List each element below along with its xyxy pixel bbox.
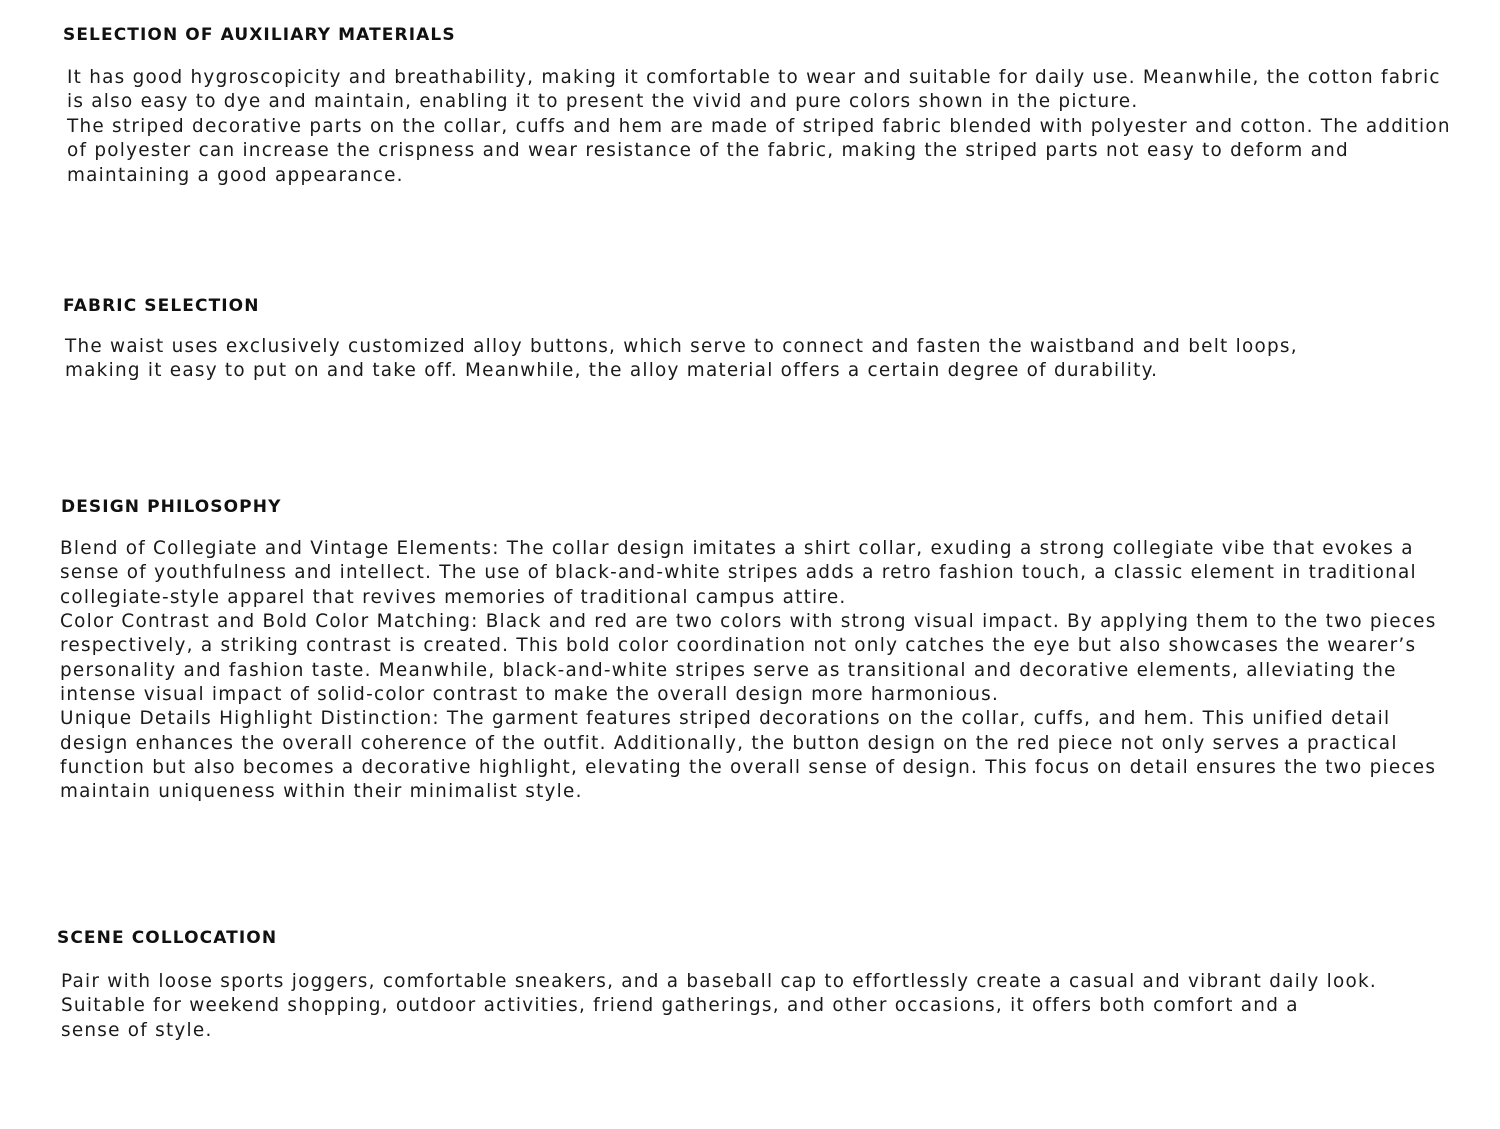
body-line: personality and fashion taste. Meanwhile, black-and-white stripes serve as transitional and decorative elements, alleviating the	[60, 660, 1397, 681]
section-heading: SELECTION OF AUXILIARY MATERIALS	[63, 25, 456, 45]
body-line: Suitable for weekend shopping, outdoor activities, friend gatherings, and other occasions, it offers both comfort and a	[61, 995, 1299, 1016]
section-heading: DESIGN PHILOSOPHY	[61, 497, 282, 517]
body-line: intense visual impact of solid-color contrast to make the overall design more harmonious.	[60, 684, 1000, 705]
body-line: Pair with loose sports joggers, comfortable sneakers, and a baseball cap to effortlessly create a casual and vibrant daily look.	[61, 971, 1377, 992]
body-line: function but also becomes a decorative highlight, elevating the overall sense of design. This focus on detail ensures the two pieces	[60, 757, 1437, 778]
body-line: The striped decorative parts on the collar, cuffs and hem are made of striped fabric blended with polyester and cotton. The addition	[67, 116, 1451, 137]
body-line: making it easy to put on and take off. Meanwhile, the alloy material offers a certain degree of durability.	[65, 360, 1159, 381]
body-line: respectively, a striking contrast is created. This bold color coordination not only catches the eye but also showcases the wearer’s	[60, 635, 1417, 656]
body-line: The waist uses exclusively customized alloy buttons, which serve to connect and fasten the waistband and belt loops,	[65, 336, 1298, 357]
body-line: maintain uniqueness within their minimalist style.	[60, 781, 583, 802]
body-line: maintaining a good appearance.	[67, 165, 404, 186]
body-line: Blend of Collegiate and Vintage Elements: The collar design imitates a shirt collar, exuding a strong collegiate vibe that evokes a	[60, 538, 1414, 559]
body-line: sense of youthfulness and intellect. The use of black-and-white stripes adds a retro fashion touch, a classic element in traditional	[60, 562, 1417, 583]
body-line: collegiate-style apparel that revives memories of traditional campus attire.	[60, 587, 847, 608]
section-heading: FABRIC SELECTION	[63, 296, 260, 316]
body-line: It has good hygroscopicity and breathability, making it comfortable to wear and suitable for daily use. Meanwhile, the cotton fabric	[67, 67, 1441, 88]
body-line: Unique Details Highlight Distinction: The garment features striped decorations on the collar, cuffs, and hem. This unified detail	[60, 708, 1391, 729]
section-heading: SCENE COLLOCATION	[57, 928, 278, 948]
body-line: design enhances the overall coherence of the outfit. Additionally, the button design on the red piece not only serves a practical	[60, 733, 1398, 754]
body-line: is also easy to dye and maintain, enabling it to present the vivid and pure colors shown in the picture.	[67, 91, 1139, 112]
body-line: Color Contrast and Bold Color Matching: Black and red are two colors with strong visual impact. By applying them to the two pieces	[60, 611, 1437, 632]
body-line: sense of style.	[61, 1020, 213, 1041]
body-line: of polyester can increase the crispness and wear resistance of the fabric, making the striped parts not easy to deform and	[67, 140, 1349, 161]
